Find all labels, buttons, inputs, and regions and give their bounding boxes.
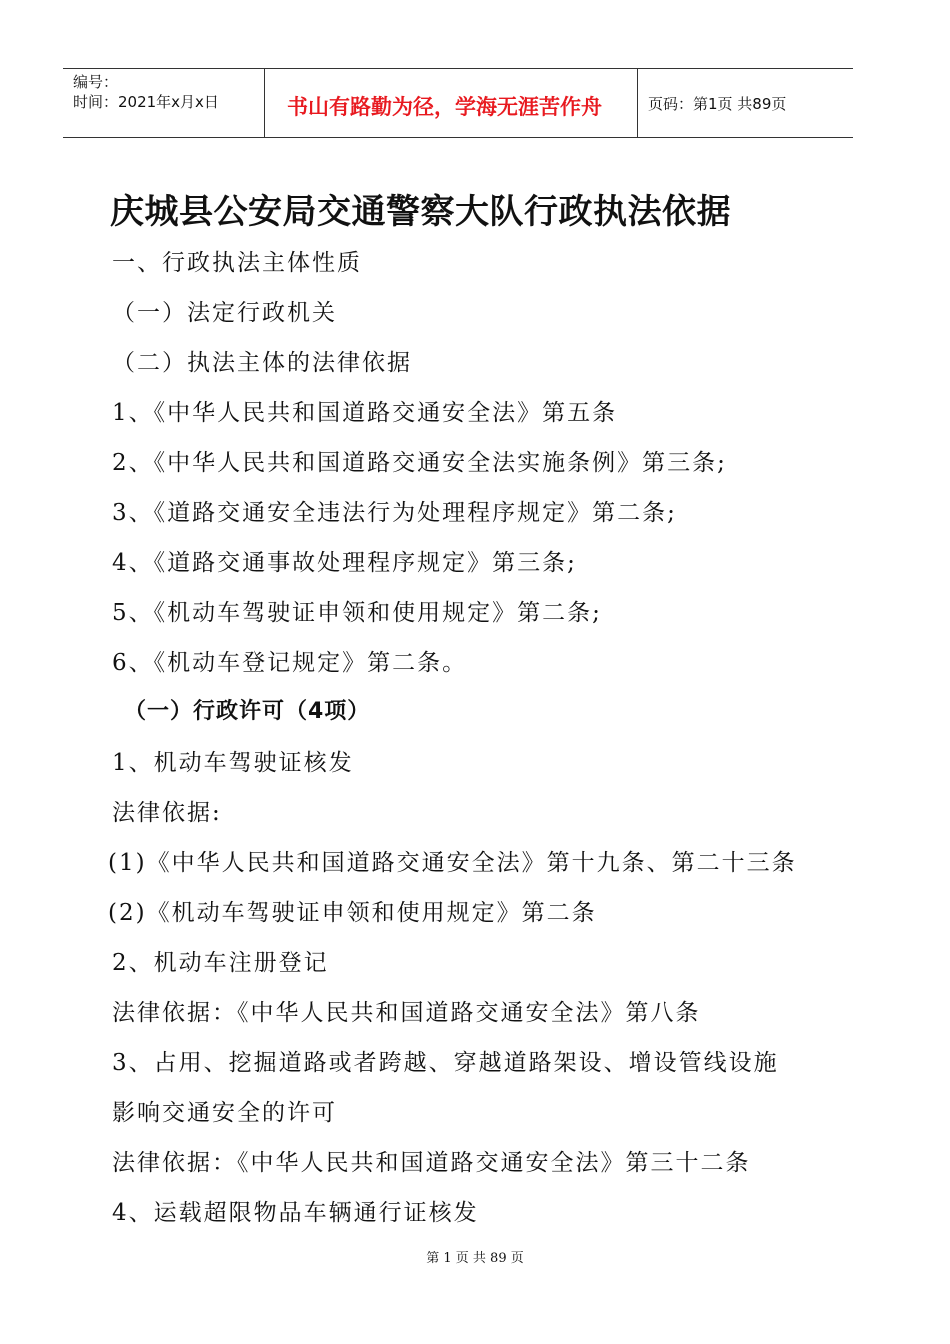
- subsection-heading: （一）法定行政机关: [112, 300, 337, 326]
- header-motto: 书山有路勤为径，学海无涯苦作舟: [287, 95, 602, 119]
- legal-basis-item: 1、《中华人民共和国道路交通安全法》第五条: [112, 400, 618, 426]
- legal-basis-item: 4、《道路交通事故处理程序规定》第三条;: [112, 550, 577, 576]
- document-title: 庆城县公安局交通警察大队行政执法依据: [110, 192, 731, 232]
- section-heading: 一、行政执法主体性质: [112, 250, 362, 276]
- subsection-heading: （二）执法主体的法律依据: [112, 350, 412, 376]
- document-number-label: 编号：: [73, 73, 119, 91]
- permit-item: 2、机动车注册登记: [112, 950, 329, 976]
- header-page-info: 页码：第1页 共89页: [648, 95, 787, 113]
- permit-item: 1、机动车驾驶证核发: [112, 750, 354, 776]
- legal-basis-label: 法律依据:: [112, 800, 222, 826]
- legal-basis-item: (1)《中华人民共和国道路交通安全法》第十九条、第二十三条: [108, 850, 797, 876]
- document-time-label: 时间：2021年x月x日: [73, 93, 219, 111]
- legal-basis-text: 法律依据：《中华人民共和国道路交通安全法》第八条: [112, 1000, 701, 1026]
- permit-item: 3、占用、挖掘道路或者跨越、穿越道路架设、增设管线设施: [112, 1050, 779, 1076]
- page-footer: 第 1 页 共 89 页: [426, 1251, 524, 1266]
- header-page-cell: [638, 69, 853, 137]
- page-header: [63, 68, 853, 138]
- legal-basis-item: 6、《机动车登记规定》第二条。: [112, 650, 468, 676]
- legal-basis-item: 3、《道路交通安全违法行为处理程序规定》第二条;: [112, 500, 677, 526]
- legal-basis-text: 法律依据：《中华人民共和国道路交通安全法》第三十二条: [112, 1150, 751, 1176]
- header-motto-cell: [265, 69, 638, 137]
- legal-basis-item: 2、《中华人民共和国道路交通安全法实施条例》第三条;: [112, 450, 727, 476]
- legal-basis-item: 5、《机动车驾驶证申领和使用规定》第二条;: [112, 600, 602, 626]
- subsection-heading-bold: （一）行政许可（4项）: [124, 699, 371, 724]
- permit-item-continuation: 影响交通安全的许可: [112, 1100, 337, 1126]
- header-meta-cell: [63, 69, 265, 137]
- legal-basis-item: (2)《机动车驾驶证申领和使用规定》第二条: [108, 900, 597, 926]
- permit-item: 4、运载超限物品车辆通行证核发: [112, 1200, 479, 1226]
